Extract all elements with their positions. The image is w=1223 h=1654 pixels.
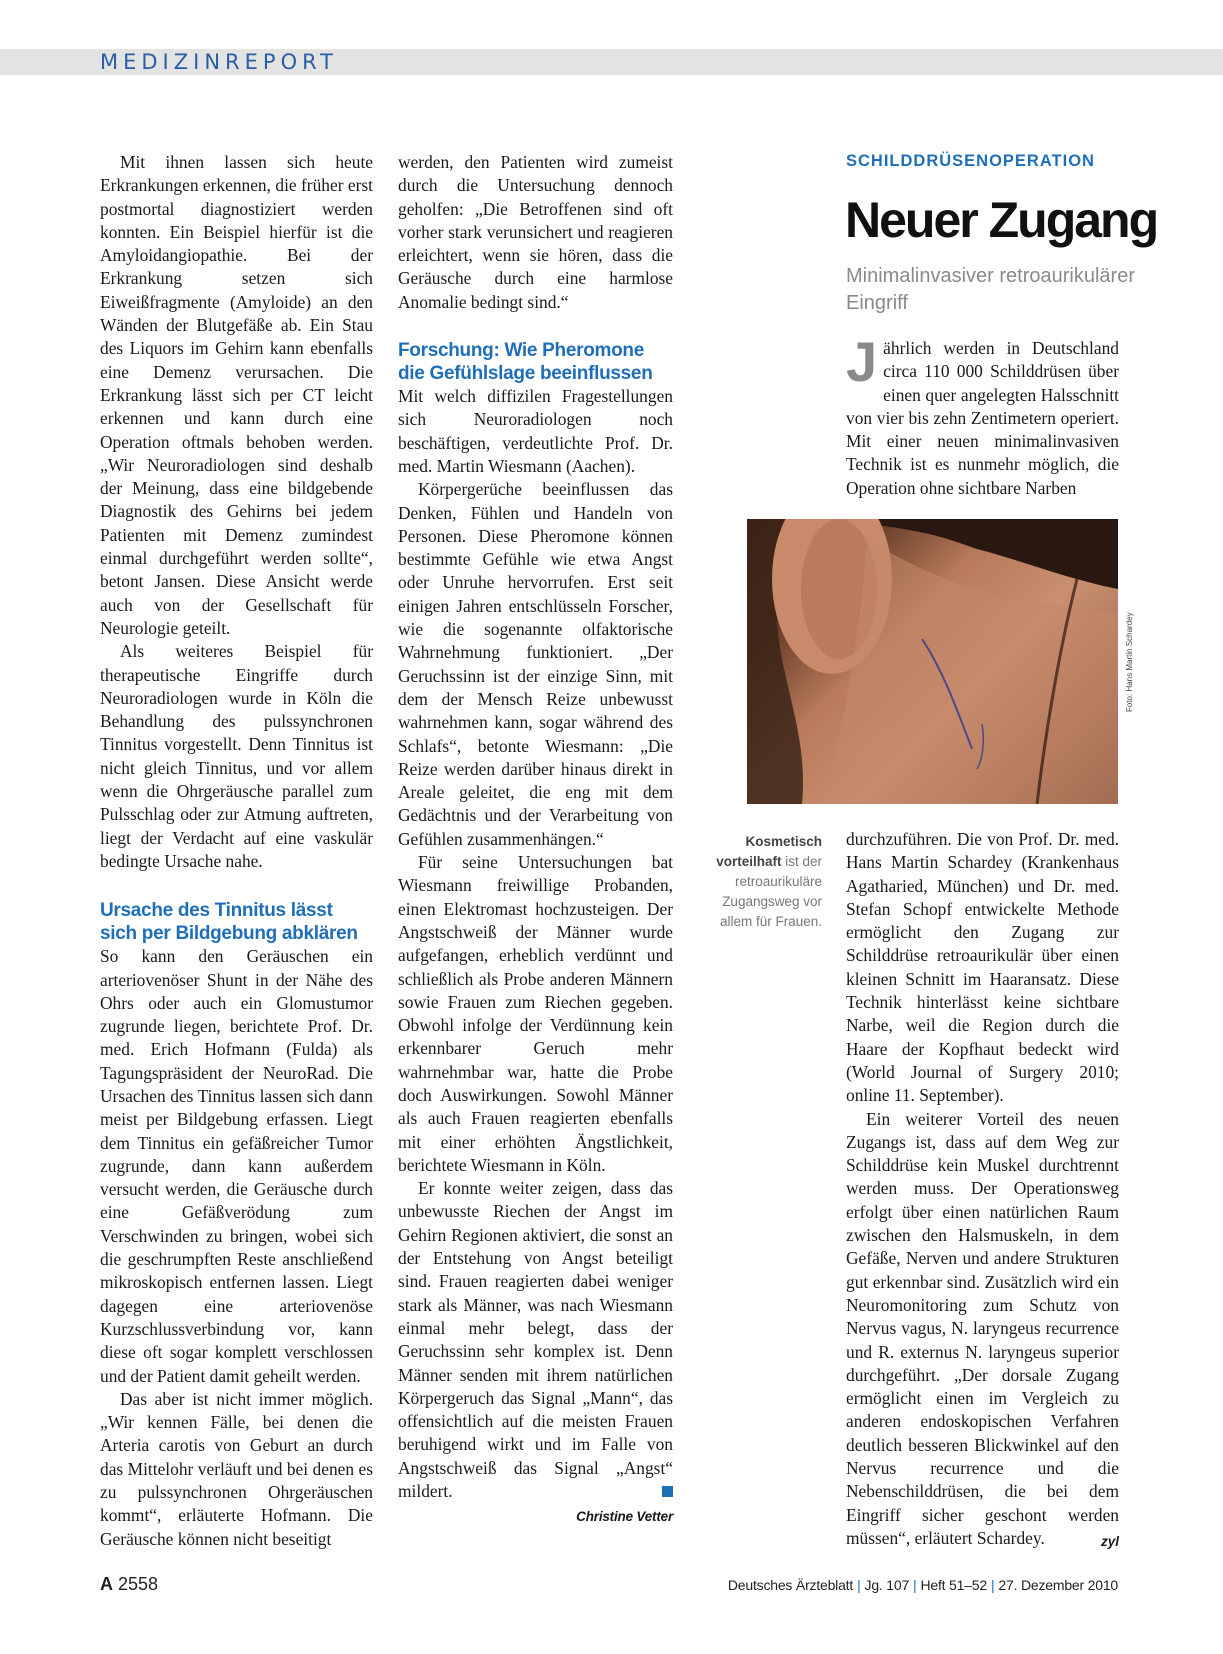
sidebar-subheadline: Minimalinvasiver retroaurikulärer Eingriff <box>846 265 1135 314</box>
author-signature: zyl <box>1100 1533 1119 1549</box>
page-prefix: A <box>100 1574 113 1594</box>
drop-cap: J <box>846 330 878 393</box>
photo-illustration <box>747 519 1118 804</box>
sidebar-body <box>846 828 1119 1553</box>
article-column-1 <box>100 151 373 1551</box>
caption-bold: Kosmetisch vorteilhaft <box>716 834 822 869</box>
end-mark-icon <box>662 1486 673 1497</box>
paragraph: Das aber ist nicht immer möglich. „Wir kennen Fälle, bei denen die Arteria carotis von Geburt an durch das Mittelohr verläuft und bei denen es zu pulssynchronen Ohrgeräuschen kommt“, erläuterte Hofmann. Die Geräusche können nicht beseitigt <box>100 1388 373 1549</box>
subheading-pheromone: Forschung: Wie Pheromone die Gefühlslage beeinflussen <box>398 340 653 385</box>
ear-neck-photo <box>747 519 1118 804</box>
sidebar-headline: Neuer Zugang <box>845 192 1158 248</box>
paragraph-text: Ein weiterer Vorteil des neuen Zugangs ist, dass auf dem Weg zur Schilddrüse kein Muskel durchtrennt werden muss. Der Operationsweg erfolgt über einen natürlichen Raum zwischen den Halsmuskeln, in dem Gefäße, Nerven und andere Strukturen gut erkennbar sind. Zusätzlich wird ein Neuromonitoring zum Schutz von Nervus vagus, N. laryngeus recurrence und R. externus N. laryngeus superior durchgeführt. „Der dorsale Zugang ermöglicht einen im Vergleich zu anderen endoskopischen Verfahren deutlich besseren Blickwinkel auf den Nervus recurrence und die Nebenschilddrüsen, die bei dem Eingriff sicher geschont werden müssen“, erläutert Schardey. <box>846 1108 1119 1548</box>
separator: | <box>857 1577 861 1593</box>
paragraph: durchzuführen. Die von Prof. Dr. med. Hans Martin Schardey (Krankenhaus Agatharied, München) und Dr. med. Stefan Schopf entwickelte Methode ermöglicht den Zugang zur Schilddrüse retroaurikulär über einen kleinen Schnitt im Haaransatz. Diese Technik hinterlässt keine sichtbare Narbe, weil die Region durch die Haare der Kopfhaut bedeckt wird (World Journal of Surgery 2010; online 11. September). <box>846 829 1119 1106</box>
neck-skin-shape <box>827 539 1118 804</box>
paragraph-text: Er konnte weiter zeigen, dass das unbewusste Riechen der Angst im Gehirn Regionen aktiviert, die sonst an der Entstehung von Angst beteiligt sind. Frauen reagierten dabei weniger stark als Männer, was nach Wiesmann einmal mehr belegt, dass der Geruchssinn sehr komplex ist. Denn Männer senden mit ihrem natürlichen Körpergeruch das Signal „Mann“, das offensichtlich auf die meisten Frauen beruhigend wirkt und im Falle von Angstschweiß das Signal „Angst“ mildert. <box>398 1178 673 1502</box>
journal-name: Deutsches Ärzteblatt <box>727 1577 854 1593</box>
sidebar-intro <box>846 330 1119 500</box>
paragraph-last <box>398 1177 673 1503</box>
journal-volume: Jg. 107 <box>864 1577 910 1593</box>
paragraph: So kann den Geräuschen ein arteriovenöser Shunt in der Nähe des Ohrs oder auch ein Glomustumor zugrunde liegen, berichtete Prof. Dr. med. Erich Hofmann (Fulda) als Tagungspräsident der NeuroRad. Die Ursachen des Tinnitus lassen sich dann meist per Bildgebung erfassen. Liegt dem Tinnitus ein gefäßreicher Tumor zugrunde, dann kann außerdem versucht werden, die Geräusche durch eine Gefäßverödung zum Verschwinden zu bringen, wobei sich die geschrumpften Reste anschließend mikroskopisch entfernen lassen. Liegt dagegen eine arteriovenöse Kurzschlussverbindung vor, kann diese oft sogar komplett verschlossen und der Patient damit geheilt werden. <box>100 946 373 1386</box>
journal-date: 27. Dezember 2010 <box>998 1577 1118 1593</box>
paragraph: Körpergerüche beeinflussen das Denken, Fühlen und Handeln von Personen. Diese Pheromone können bestimmte Gefühle wie etwa Angst oder Unruhe hervorrufen. Erst seit einigen Jahren entschlüsseln Forscher, wie die sogenannte olfaktorische Wahrnehmung funktioniert. „Der Geruchssinn ist der einzige Sinn, mit dem der Mensch Reize unbewusst wahrnehmen kann, sogar während des Schlafs“, betonte Wiesmann: „Die Reize werden darüber hinaus direkt in Areale geleitet, die eng mit dem Gedächtnis und der Verarbeitung von Gefühlen zusammenhängen.“ <box>398 479 673 849</box>
intro-text: ährlich werden in Deutschland circa 110 000 Schilddrüsen über einen quer angelegten Halsschnitt von vier bis zehn Zentimetern operiert. Mit einer neuen minimalinvasiven Technik ist es nunmehr möglich, die Operation ohne sichtbare Narben <box>846 338 1119 498</box>
journal-footer <box>728 1577 1118 1593</box>
separator: | <box>913 1577 917 1593</box>
page-number-value: 2558 <box>118 1574 159 1594</box>
sidebar-kicker: SCHILDDRÜSENOPERATION <box>846 152 1095 170</box>
photo-credit: Foto: Hans Martin Schardey <box>1125 612 1134 712</box>
subheading-tinnitus: Ursache des Tinnitus lässt sich per Bildgebung abklären <box>100 900 358 945</box>
paragraph: werden, den Patienten wird zumeist durch die Untersuchung dennoch geholfen: „Die Betroffenen sind oft vorher stark verunsichert und reagieren erleichtert, wenn sie hören, dass die Geräusche durch eine harmlose Anomalie bedingt sind.“ <box>398 152 673 312</box>
separator: | <box>990 1577 995 1593</box>
page-number <box>100 1574 158 1595</box>
paragraph: Mit ihnen lassen sich heute Erkrankungen erkennen, die früher erst postmortal diagnostiziert werden konnten. Ein Beispiel hierfür ist die Amyloidangiopathie. Bei der Erkrankung setzen sich Eiweißfragmente (Amyloide) an den Wänden der Blutgefäße ab. Ein Stau des Liquors im Gehirn kann ebenfalls eine Demenz verursachen. Die Erkrankung lässt sich per CT leicht erkennen und kann durch eine Operation oftmals behoben werden. „Wir Neuroradiologen sind deshalb der Meinung, dass eine bildgebende Diagnostik des Gehirns bei jedem Patienten mit Demenz zumindest einmal durchgeführt werden sollte“, betont Jansen. Diese Ansicht werde auch von der Gesellschaft für Neurologie geteilt. <box>100 152 373 638</box>
paragraph-last <box>846 1108 1119 1551</box>
photo-caption <box>712 832 822 932</box>
paragraph: Mit welch diffizilen Fragestellungen sich Neuroradiologen noch beschäftigen, verdeutlichte Prof. Dr. med. Martin Wiesmann (Aachen). <box>398 386 673 476</box>
journal-issue: Heft 51–52 <box>920 1577 987 1593</box>
paragraph: Als weiteres Beispiel für therapeutische Eingriffe durch Neuroradiologen wurde in Köln die Behandlung des pulssynchronen Tinnitus vorgestellt. Denn Tinnitus ist nicht gleich Tinnitus, und vor allem wenn die Ohrgeräusche parallel zum Pulsschlag oder zur Atmung auftreten, liegt der Verdacht auf eine vaskulär bedingte Ursache nahe. <box>100 641 373 871</box>
section-header-bar <box>0 49 1223 75</box>
intro-paragraph <box>846 330 1119 500</box>
author-byline: Christine Vetter <box>576 1509 673 1525</box>
section-title: MEDIZINREPORT <box>100 50 338 74</box>
paragraph: Für seine Untersuchungen bat Wiesmann freiwillige Probanden, einen Elektromast hochzusteigen. Der Angstschweiß der Männer wurde aufgefangen, erheblich verdünnt und schließlich als Probe anderen Männern sowie Frauen zum Riechen gegeben. Obwohl infolge der Verdünnung kein erkennbarer Geruch mehr wahrnehmbar war, hatte die Probe doch Auswirkungen. Sowohl Männer als auch Frauen reagierten ebenfalls mit einer erhöhten Ängstlichkeit, berichtete Wiesmann in Köln. <box>398 852 673 1175</box>
article-column-2 <box>398 151 673 1529</box>
caption-text: ist der retroaurikuläre Zugangsweg vor allem für Frauen. <box>719 854 822 929</box>
